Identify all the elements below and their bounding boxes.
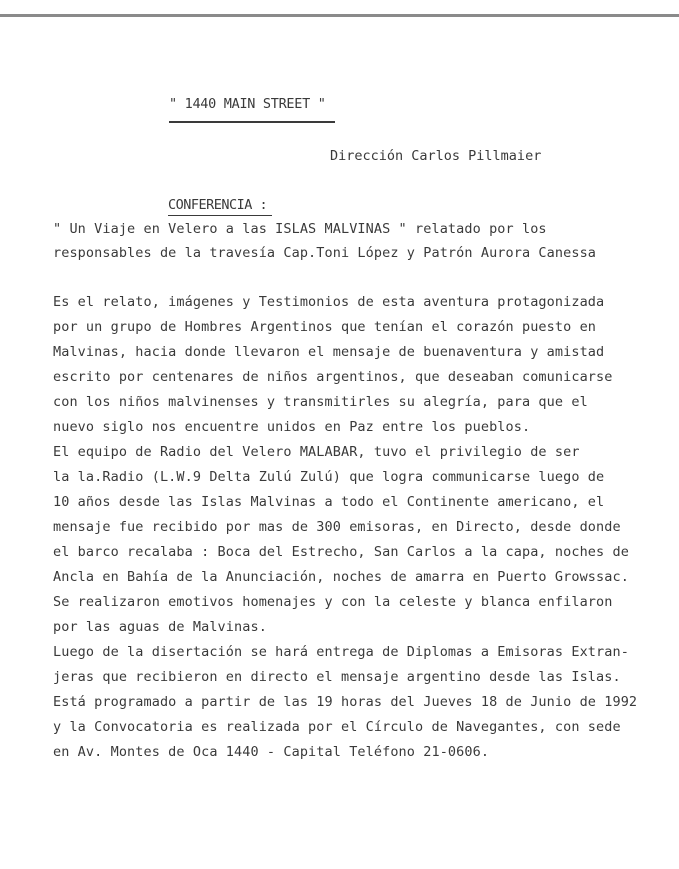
body-line: con los niños malvinenses y transmitirles su alegría, para que el xyxy=(53,394,588,410)
body-line: Es el relato, imágenes y Testimonios de esta aventura protagonizada xyxy=(53,294,605,310)
body-line: y la Convocatoria es realizada por el Círculo de Navegantes, con sede xyxy=(53,719,621,735)
body-line: 10 años desde las Islas Malvinas a todo el Continente americano, el xyxy=(53,494,605,510)
body-line: Está programado a partir de las 19 horas del Jueves 18 de Junio de 1992 xyxy=(53,694,638,710)
document-title: " 1440 MAIN STREET " xyxy=(169,96,326,112)
body-line: por un grupo de Hombres Argentinos que tenían el corazón puesto en xyxy=(53,319,597,335)
top-border-rule xyxy=(0,14,679,17)
body-line: jeras que recibieron en directo el mensaje argentino desde las Islas. xyxy=(53,669,621,685)
body-line: en Av. Montes de Oca 1440 - Capital Teléfono 21-0606. xyxy=(53,744,490,760)
intro-line: responsables de la travesía Cap.Toni López y Patrón Aurora Canessa xyxy=(53,245,597,261)
section-label-conferencia: CONFERENCIA : xyxy=(168,197,268,213)
intro-line: " Un Viaje en Velero a las ISLAS MALVINAS " relatado por los xyxy=(53,221,547,237)
body-line: Ancla en Bahía de la Anunciación, noches de amarra en Puerto Growssac. xyxy=(53,569,629,585)
body-line: Se realizaron emotivos homenajes y con la celeste y blanca enfilaron xyxy=(53,594,613,610)
body-line: mensaje fue recibido por mas de 300 emisoras, en Directo, desde donde xyxy=(53,519,621,535)
title-underline xyxy=(169,121,335,123)
body-line: escrito por centenares de niños argentinos, que deseaban comunicarse xyxy=(53,369,613,385)
body-line: el barco recalaba : Boca del Estrecho, San Carlos a la capa, noches de xyxy=(53,544,629,560)
section-label-underline xyxy=(168,215,272,216)
direction-credit: Dirección Carlos Pillmaier xyxy=(330,148,542,164)
body-line: Malvinas, hacia donde llevaron el mensaje de buenaventura y amistad xyxy=(53,344,605,360)
body-line: Luego de la disertación se hará entrega de Diplomas a Emisoras Extran- xyxy=(53,644,629,660)
body-line: El equipo de Radio del Velero MALABAR, tuvo el privilegio de ser xyxy=(53,444,580,460)
body-line: la la.Radio (L.W.9 Delta Zulú Zulú) que logra communicarse luego de xyxy=(53,469,605,485)
body-line: por las aguas de Malvinas. xyxy=(53,619,267,635)
body-line: nuevo siglo nos encuentre unidos en Paz entre los pueblos. xyxy=(53,419,531,435)
